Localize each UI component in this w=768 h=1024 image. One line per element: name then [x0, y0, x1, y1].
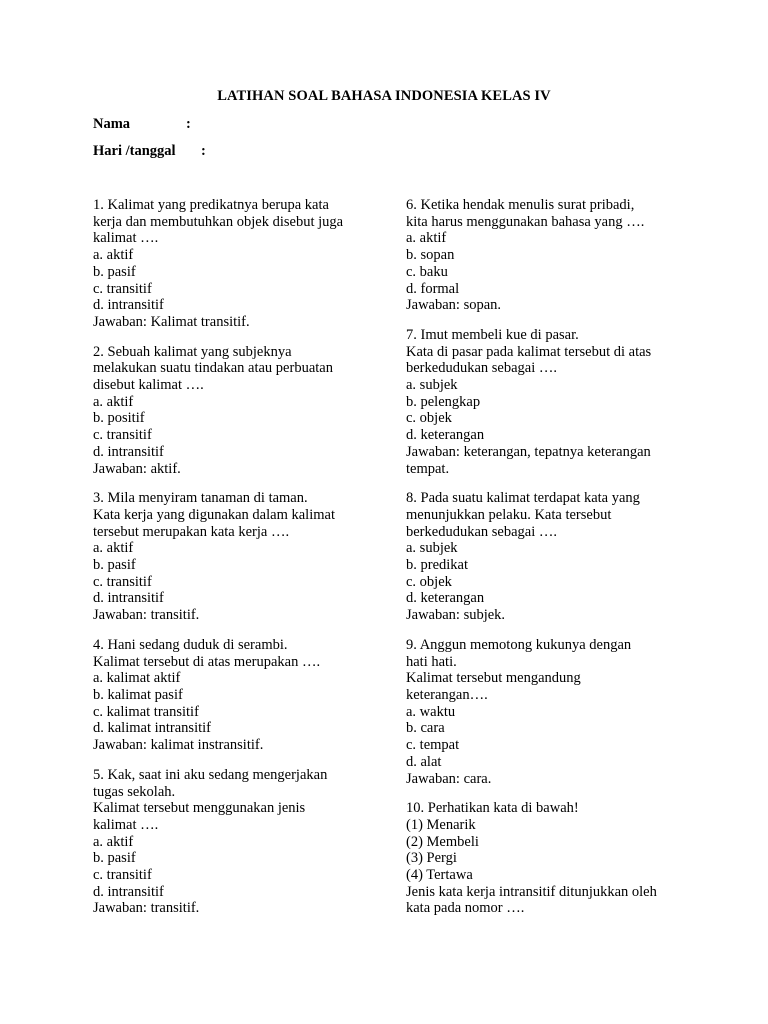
- question-7-line-9: tempat.: [406, 460, 450, 477]
- question-8-line-8: Jawaban: subjek.: [406, 607, 506, 624]
- question-9-line-4: keterangan….: [406, 686, 488, 703]
- question-1-line-5: b. pasif: [93, 263, 136, 280]
- question-8-line-5: b. predikat: [406, 557, 469, 574]
- question-2-line-7: d. intransitif: [93, 443, 164, 460]
- question-7-line-6: c. objek: [406, 410, 452, 427]
- question-4-line-6: d. kalimat intransitif: [93, 720, 211, 737]
- question-3-line-7: d. intransitif: [93, 590, 164, 607]
- question-5-line-2: tugas sekolah.: [93, 783, 176, 800]
- question-2-line-8: Jawaban: aktif.: [93, 460, 181, 477]
- date-field: [93, 143, 206, 160]
- question-5: [93, 767, 383, 917]
- question-5-line-3: Kalimat tersebut menggunakan jenis: [93, 800, 306, 817]
- question-1-line-4: a. aktif: [93, 247, 134, 264]
- question-10: [406, 800, 706, 917]
- question-4-line-5: c. kalimat transitif: [93, 703, 199, 720]
- question-1-line-8: Jawaban: Kalimat transitif.: [93, 313, 250, 330]
- question-3: [93, 490, 383, 624]
- question-5-line-6: b. pasif: [93, 850, 136, 867]
- question-5-line-7: c. transitif: [93, 867, 152, 884]
- question-8: [406, 490, 706, 624]
- question-10-line-6: Jenis kata kerja intransitif ditunjukkan oleh: [406, 883, 657, 900]
- question-3-line-6: c. transitif: [93, 573, 152, 590]
- date-label: Hari /tanggal: [93, 143, 176, 159]
- question-10-line-2: (1) Menarik: [406, 816, 476, 833]
- question-7: [406, 327, 706, 477]
- question-8-line-6: c. objek: [406, 573, 452, 590]
- question-9-line-8: d. alat: [406, 753, 442, 770]
- question-6-line-4: b. sopan: [406, 247, 455, 264]
- question-4-line-4: b. kalimat pasif: [93, 686, 183, 703]
- right-question-column: [406, 197, 706, 930]
- question-2-line-1: 2. Sebuah kalimat yang subjeknya: [93, 343, 292, 360]
- question-9-line-6: b. cara: [406, 720, 445, 737]
- question-7-line-5: b. pelengkap: [406, 393, 481, 410]
- question-9-line-3: Kalimat tersebut mengandung: [406, 670, 581, 687]
- question-1-line-7: d. intransitif: [93, 297, 164, 314]
- question-7-line-7: d. keterangan: [406, 427, 485, 444]
- question-1-line-6: c. transitif: [93, 280, 152, 297]
- question-2-line-2: melakukan suatu tindakan atau perbuatan: [93, 360, 333, 377]
- question-7-line-2: Kata di pasar pada kalimat tersebut di atas: [406, 343, 652, 360]
- question-7-line-4: a. subjek: [406, 377, 458, 394]
- question-1-line-1: 1. Kalimat yang predikatnya berupa kata: [93, 197, 329, 213]
- question-6-line-7: Jawaban: sopan.: [406, 297, 502, 314]
- question-1-line-2: kerja dan membutuhkan objek disebut juga: [93, 213, 344, 230]
- question-5-line-5: a. aktif: [93, 833, 134, 850]
- question-8-line-4: a. subjek: [406, 540, 458, 557]
- question-5-line-4: kalimat ….: [93, 816, 159, 833]
- question-6-line-3: a. aktif: [406, 230, 447, 247]
- question-3-line-1: 3. Mila menyiram tanaman di taman.: [93, 490, 308, 507]
- question-7-line-1: 7. Imut membeli kue di pasar.: [406, 326, 579, 343]
- question-9-line-9: Jawaban: cara.: [406, 770, 492, 787]
- name-field: [93, 116, 191, 133]
- question-6-line-6: d. formal: [406, 280, 460, 297]
- question-4: [93, 637, 383, 754]
- question-8-line-2: menunjukkan pelaku. Kata tersebut: [406, 506, 612, 523]
- question-9: [406, 637, 706, 787]
- question-1: [93, 197, 383, 331]
- question-3-line-2: Kata kerja yang digunakan dalam kalimat: [93, 506, 335, 523]
- question-6-line-2: kita harus menggunakan bahasa yang ….: [406, 213, 645, 230]
- question-4-line-2: Kalimat tersebut di atas merupakan ….: [93, 653, 321, 670]
- question-10-line-5: (4) Tertawa: [406, 867, 473, 884]
- question-7-line-8: Jawaban: keterangan, tepatnya keterangan: [406, 443, 651, 460]
- name-colon: :: [186, 116, 191, 132]
- question-5-line-8: d. intransitif: [93, 883, 164, 900]
- question-3-line-3: tersebut merupakan kata kerja ….: [93, 523, 290, 540]
- question-2-line-3: disebut kalimat ….: [93, 377, 204, 394]
- question-9-line-1: 9. Anggun memotong kukunya dengan: [406, 636, 632, 653]
- question-9-line-7: c. tempat: [406, 737, 460, 754]
- question-2-line-6: c. transitif: [93, 427, 152, 444]
- question-9-line-2: hati hati.: [406, 653, 457, 670]
- question-6-line-1: 6. Ketika hendak menulis surat pribadi,: [406, 197, 635, 213]
- question-5-line-9: Jawaban: transitif.: [93, 900, 200, 917]
- question-8-line-3: berkedudukan sebagai ….: [406, 523, 557, 540]
- question-3-line-8: Jawaban: transitif.: [93, 607, 200, 624]
- question-8-line-7: d. keterangan: [406, 590, 485, 607]
- date-colon: :: [201, 143, 206, 159]
- question-10-line-3: (2) Membeli: [406, 833, 479, 850]
- question-4-line-7: Jawaban: kalimat instransitif.: [93, 737, 264, 754]
- name-label: Nama: [93, 116, 131, 132]
- left-question-column: [93, 197, 383, 930]
- question-6: [406, 197, 706, 314]
- question-10-line-4: (3) Pergi: [406, 850, 457, 867]
- page-title: LATIHAN SOAL BAHASA INDONESIA KELAS IV: [217, 88, 551, 104]
- question-2-line-5: b. positif: [93, 410, 145, 427]
- question-4-line-1: 4. Hani sedang duduk di serambi.: [93, 636, 288, 653]
- question-3-line-5: b. pasif: [93, 557, 136, 574]
- question-1-line-3: kalimat ….: [93, 230, 159, 247]
- question-10-line-7: kata pada nomor ….: [406, 900, 525, 917]
- question-9-line-5: a. waktu: [406, 703, 456, 720]
- question-10-line-1: 10. Perhatikan kata di bawah!: [406, 800, 579, 817]
- question-4-line-3: a. kalimat aktif: [93, 670, 181, 687]
- question-7-line-3: berkedudukan sebagai ….: [406, 360, 557, 377]
- question-6-line-5: c. baku: [406, 263, 448, 280]
- question-5-line-1: 5. Kak, saat ini aku sedang mengerjakan: [93, 766, 328, 783]
- question-2: [93, 344, 383, 478]
- question-8-line-1: 8. Pada suatu kalimat terdapat kata yang: [406, 490, 640, 507]
- question-2-line-4: a. aktif: [93, 393, 134, 410]
- question-3-line-4: a. aktif: [93, 540, 134, 557]
